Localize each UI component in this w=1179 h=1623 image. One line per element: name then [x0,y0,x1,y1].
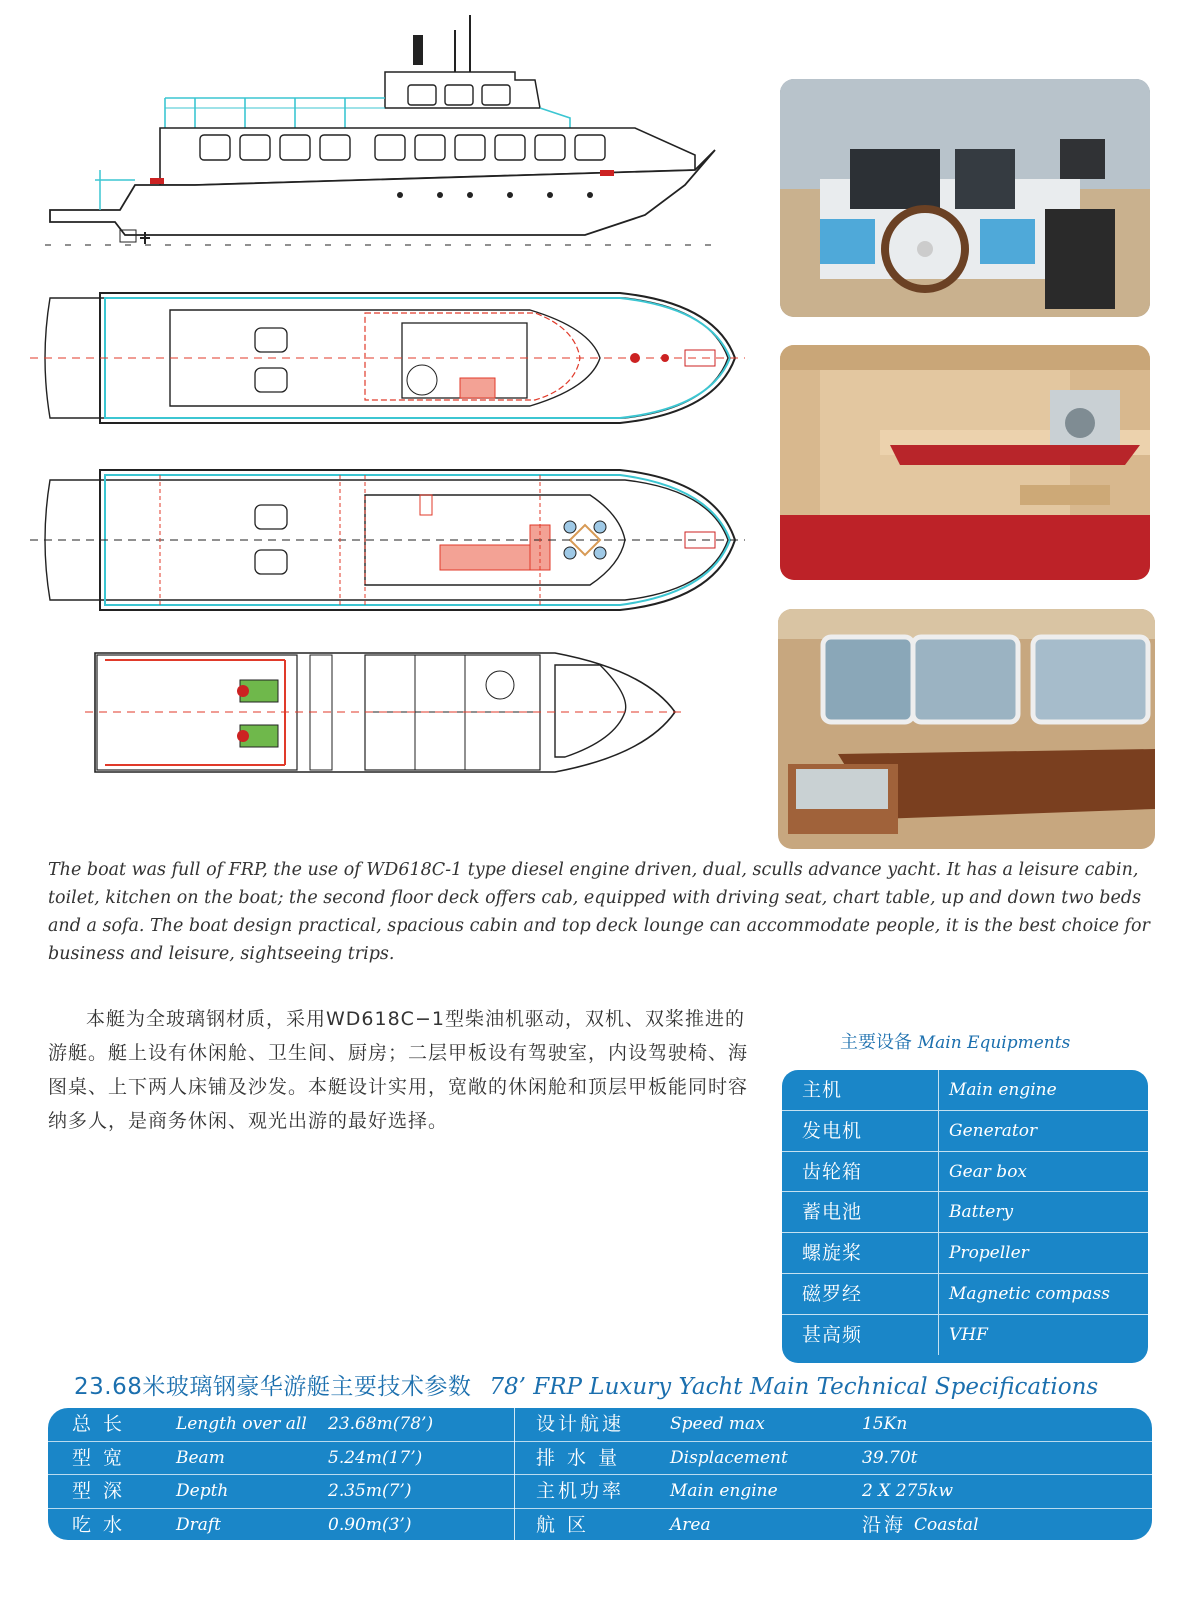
spec-label-zh: 航 区 [536,1513,590,1536]
spec-label-en: Area [670,1514,711,1535]
lounge-photo [778,609,1155,849]
spec-label-en: Length over all [176,1414,307,1434]
equipment-row [782,1111,1148,1152]
spec-label-zh: 型 宽 [72,1446,126,1469]
equipment-name-zh: 齿轮箱 [782,1152,939,1192]
description-chinese [48,1002,748,1138]
equipment-name-zh: 主机 [782,1070,939,1110]
equipment-name-zh: 发电机 [782,1111,939,1151]
specifications-table [48,1408,1152,1540]
equipment-name-en: Main engine [949,1080,1057,1100]
equipment-row [782,1274,1148,1315]
spec-row [48,1408,1152,1442]
equipment-name-en: VHF [949,1324,988,1345]
specifications-title-en: 78’ FRP Luxury Yacht Main Technical Specifications [489,1374,1099,1400]
equipment-title [840,1028,1070,1054]
equipment-row [782,1315,1148,1355]
spec-label-zh: 主机功率 [536,1480,625,1502]
spec-row [48,1509,1152,1541]
equipment-row [782,1152,1148,1193]
equipment-name-zh: 蓄电池 [782,1192,939,1232]
equipment-name-zh: 螺旋桨 [782,1233,939,1273]
spec-label-zh: 总 长 [72,1413,126,1435]
equipment-table [782,1070,1148,1363]
equipment-name-zh: 磁罗经 [782,1274,939,1314]
spec-label-en: Beam [176,1447,225,1468]
spec-label-en: Draft [176,1514,222,1535]
description-english: The boat was full of FRP, the use of WD618C-1 type diesel engine driven, dual, sculls advance yacht. It has a leisure cabin, toilet, kitchen on the boat; the second floor deck offers cab, equipped with driving seat, chart table, up and down two beds and a sofa. The boat design practical, spacious cabin and top deck lounge can accommodate people, it is the best choice for business and leisure, sightseeing trips. [48,860,1150,964]
specifications-title-zh: 23.68米玻璃钢豪华游艇主要技术参数 [74,1374,472,1400]
specifications-title [74,1368,1098,1401]
spec-value: 5.24m(17’) [328,1447,423,1468]
equipment-title-zh: 主要设备 [840,1032,912,1053]
spec-value: Coastal [914,1514,979,1535]
berth-cabin-photo [780,345,1150,580]
spec-label-en: Speed max [670,1414,765,1434]
equipment-row [782,1233,1148,1274]
wheelhouse-photo [780,79,1150,317]
equipment-name-en: Battery [949,1202,1014,1223]
spec-value: 0.90m(3’) [328,1514,412,1535]
spec-value: 2.35m(7’) [328,1481,412,1501]
equipment-title-en: Main Equipments [917,1033,1071,1053]
equipment-name-en: Propeller [949,1243,1029,1264]
equipment-row [782,1070,1148,1111]
spec-label-en: Displacement [670,1447,788,1468]
spec-value: 39.70t [862,1447,918,1468]
spec-label-zh: 排 水 量 [536,1446,621,1469]
equipment-row [782,1192,1148,1233]
spec-value: 2 X 275kw [862,1481,954,1501]
spec-label-zh: 吃 水 [72,1513,126,1536]
spec-value-zh: 沿海 [862,1513,907,1536]
equipment-name-en: Gear box [949,1161,1028,1182]
side-elevation-drawing [45,10,745,260]
description-chinese-text: 本艇为全玻璃钢材质，采用WD618C−1型柴油机驱动，双机、双桨推进的游艇。艇上设有休闲舱、卫生间、厨房；二层甲板设有驾驶室，内设驾驶椅、海图桌、上下两人床铺及沙发。本艇设计实用，宽敞的休闲舱和顶层甲板能同时容纳多人，是商务休闲、观光出游的最好选择。 [48,1008,749,1132]
equipment-name-zh: 甚高频 [782,1315,939,1355]
spec-row [48,1475,1152,1509]
spec-value: 23.68m(78’) [328,1414,434,1434]
upper-deck-plan [30,288,745,428]
spec-label-zh: 设计航速 [536,1413,625,1435]
lower-deck-plan [85,645,685,780]
spec-row [48,1442,1152,1476]
spec-label-zh: 型 深 [72,1480,126,1502]
equipment-name-en: Generator [949,1120,1038,1141]
spec-label-en: Depth [176,1481,229,1501]
spec-value: 15Kn [862,1414,908,1434]
equipment-name-en: Magnetic compass [949,1283,1110,1304]
main-deck-plan [30,465,745,615]
spec-label-en: Main engine [670,1481,778,1501]
